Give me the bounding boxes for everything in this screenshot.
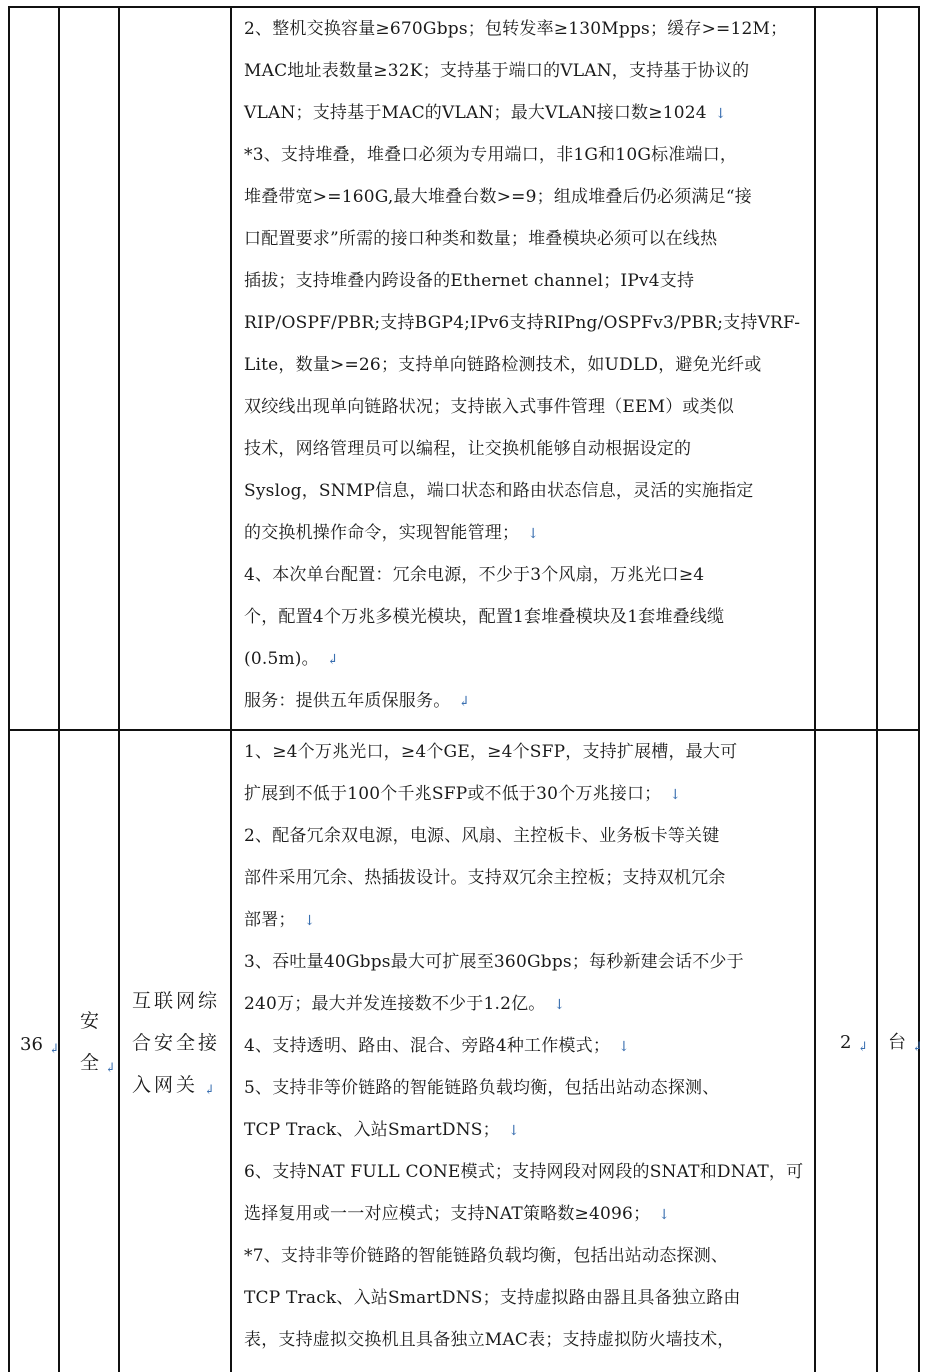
spec-line — [244, 1193, 810, 1235]
spec-line-text: 6、支持NAT FULL CONE模式；支持网段对网段的SNAT和DNAT，可 — [244, 1162, 804, 1182]
spec-line-text: 双绞线出现单向链路状况；支持嵌入式事件管理（EEM）或类似 — [244, 397, 735, 417]
spec-line — [244, 1109, 810, 1151]
paragraph-mark-icon: ↓ — [658, 1207, 671, 1223]
spec-line — [244, 8, 810, 50]
spec-line-text: 240万；最大并发连接数不少于1.2亿。 — [244, 994, 546, 1014]
spec-line — [244, 857, 810, 899]
spec-line — [244, 92, 810, 134]
spec-text-row-36 — [244, 731, 810, 1361]
column-border — [814, 6, 816, 1372]
spec-line — [244, 176, 810, 218]
paragraph-mark-icon: ↓ — [714, 106, 727, 122]
spec-line-text: TCP Track、入站SmartDNS； — [244, 1120, 500, 1140]
category-line: 全 ↲ — [80, 1052, 116, 1076]
column-border — [230, 6, 232, 1372]
spec-line-text: Syslog，SNMP信息，端口状态和路由状态信息，灵活的实施指定 — [244, 481, 754, 501]
spec-line — [244, 554, 810, 596]
spec-line-text: 的交换机操作命令，实现智能管理； — [244, 523, 520, 543]
paragraph-mark-icon: ↲ — [48, 1042, 60, 1057]
column-border — [58, 6, 60, 1372]
paragraph-mark-icon: ↓ — [507, 1123, 520, 1139]
paragraph-mark-icon: ↲ — [458, 694, 471, 710]
spec-line — [244, 941, 810, 983]
spec-line-text: 4、支持透明、路由、混合、旁路4种工作模式； — [244, 1036, 611, 1056]
spec-line-text: 5、支持非等价链路的智能链路负载均衡，包括出站动态探测、 — [244, 1078, 720, 1098]
spec-line — [244, 1235, 810, 1277]
spec-line — [244, 302, 810, 344]
spec-line — [244, 344, 810, 386]
spec-line-text: (0.5m)。 — [244, 649, 319, 669]
item-name-line: 入网关 ↲ — [132, 1074, 218, 1098]
spec-line-text: *7、支持非等价链路的智能链路负载均衡，包括出站动态探测、 — [244, 1246, 729, 1266]
paragraph-mark-icon: ↓ — [527, 526, 540, 542]
spec-text-previous-row — [244, 8, 810, 722]
spec-line-text: *3、支持堆叠，堆叠口必须为专用端口，非1G和10G标准端口， — [244, 145, 738, 165]
paragraph-mark-icon: ↓ — [669, 787, 682, 803]
spec-line-text: 4、本次单台配置：冗余电源，不少于3个风扇，万兆光口≥4 — [244, 565, 705, 585]
paragraph-mark-icon: ↓ — [303, 913, 316, 929]
spec-line-text: 扩展到不低于100个千兆SFP或不低于30个万兆接口； — [244, 784, 662, 804]
unit-cell: 台 ↲ — [888, 1032, 923, 1055]
category-cell — [80, 1000, 116, 1090]
spec-line — [244, 1319, 810, 1361]
spec-line-text: 部署； — [244, 910, 296, 930]
spec-line-text: 插拔；支持堆叠内跨设备的Ethernet channel；IPv4支持 — [244, 271, 695, 291]
spec-line-text: 堆叠带宽>=160G,最大堆叠台数>=9；组成堆叠后仍必须满足“接 — [244, 187, 752, 207]
spec-line-text: 技术，网络管理员可以编程，让交换机能够自动根据设定的 — [244, 439, 692, 459]
spec-line-text: 口配置要求”所需的接口种类和数量；堆叠模块必须可以在线热 — [244, 229, 718, 249]
column-border — [876, 6, 878, 1372]
spec-line-text: 选择复用或一一对应模式；支持NAT策略数≥4096； — [244, 1204, 651, 1224]
item-name-cell — [132, 980, 220, 1112]
spec-line — [244, 1277, 810, 1319]
spec-line-text: RIP/OSPF/PBR;支持BGP4;IPv6支持RIPng/OSPFv3/PBR;支持VRF- — [244, 313, 801, 333]
spec-line — [244, 50, 810, 92]
spec-line-text: Lite，数量>=26；支持单向链路检测技术，如UDLD，避免光纤或 — [244, 355, 762, 375]
spec-line-text: 个，配置4个万兆多模光模块，配置1套堆叠模块及1套堆叠线缆 — [244, 607, 725, 627]
item-name-line: 互联网综 — [132, 990, 221, 1012]
spec-line — [244, 386, 810, 428]
spec-line — [244, 773, 810, 815]
paragraph-mark-icon: ↲ — [105, 1061, 116, 1076]
paragraph-mark-icon: ↲ — [204, 1083, 218, 1098]
paragraph-mark-icon: ↲ — [857, 1040, 869, 1055]
spec-line — [244, 815, 810, 857]
spec-line — [244, 596, 810, 638]
spec-line — [244, 134, 810, 176]
spec-line — [244, 899, 810, 941]
spec-line — [244, 983, 810, 1025]
spec-line — [244, 731, 810, 773]
spec-line-text: MAC地址表数量≥32K；支持基于端口的VLAN，支持基于协议的 — [244, 61, 750, 81]
row-index: 36 ↲ — [20, 1034, 60, 1057]
spec-line — [244, 1067, 810, 1109]
spec-line — [244, 512, 810, 554]
spec-line — [244, 218, 810, 260]
column-border — [918, 6, 920, 1372]
spec-line-text: 表，支持虚拟交换机且具备独立MAC表；支持虚拟防火墙技术， — [244, 1330, 735, 1350]
spec-line-text: 服务：提供五年质保服务。 — [244, 691, 451, 711]
quantity-cell: 2 ↲ — [840, 1032, 869, 1055]
spec-line — [244, 428, 810, 470]
spec-line — [244, 470, 810, 512]
spec-line-text: 2、配备冗余双电源，电源、风扇、主控板卡、业务板卡等关键 — [244, 826, 720, 846]
spec-line — [244, 1025, 810, 1067]
paragraph-mark-icon: ↓ — [618, 1039, 630, 1055]
column-border — [8, 6, 10, 1372]
paragraph-mark-icon: ↓ — [553, 997, 566, 1013]
spec-line-text: VLAN；支持基于MAC的VLAN；最大VLAN接口数≥1024 — [244, 103, 707, 123]
spec-line-text: 1、≥4个万兆光口，≥4个GE，≥4个SFP，支持扩展槽，最大可 — [244, 742, 738, 762]
spec-line-text: TCP Track、入站SmartDNS；支持虚拟路由器且具备独立路由 — [244, 1288, 741, 1308]
spec-line — [244, 1151, 810, 1193]
spec-line — [244, 680, 810, 722]
spec-line — [244, 638, 810, 680]
paragraph-mark-icon: ↲ — [326, 652, 339, 668]
item-name-line: 合安全接 — [132, 1032, 221, 1054]
spec-line-text: 3、吞吐量40Gbps最大可扩展至360Gbps；每秒新建会话不少于 — [244, 952, 744, 972]
spec-line-text: 2、整机交换容量≥670Gbps；包转发率≥130Mpps；缓存>=12M； — [244, 19, 788, 39]
column-border — [118, 6, 120, 1372]
paragraph-mark-icon: ↲ — [912, 1040, 923, 1055]
spec-line — [244, 260, 810, 302]
spec-line-text: 部件采用冗余、热插拔设计。支持双冗余主控板；支持双机冗余 — [244, 868, 726, 888]
category-line: 安 — [80, 1010, 100, 1032]
